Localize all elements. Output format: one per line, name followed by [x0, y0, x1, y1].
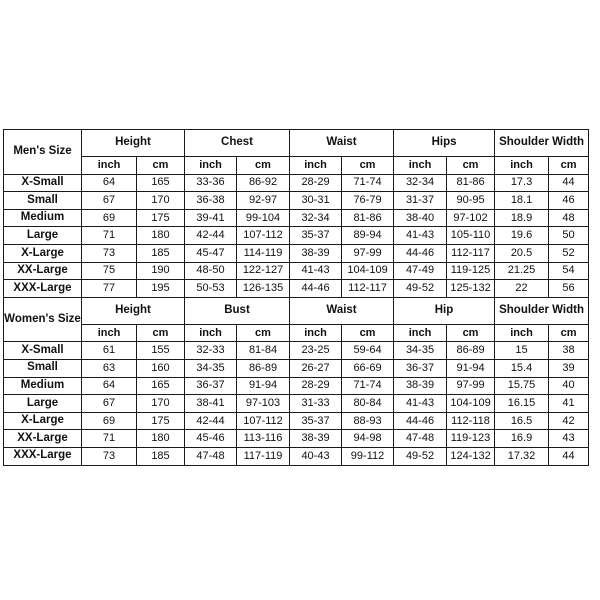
- measurement-cell: 56: [549, 280, 589, 298]
- measurement-cell: 119-123: [447, 430, 495, 448]
- measurement-cell: 64: [82, 377, 137, 395]
- measurement-cell: 59-64: [342, 342, 394, 360]
- measurement-cell: 61: [82, 342, 137, 360]
- measurement-cell: 43: [549, 430, 589, 448]
- measurement-cell: 124-132: [447, 447, 495, 465]
- table-row: [4, 377, 589, 395]
- measurement-cell: 125-132: [447, 280, 495, 298]
- men-measure-heading: Shoulder Width: [495, 130, 589, 157]
- size-name-cell: XX-Large: [4, 262, 82, 280]
- measurement-cell: 35-37: [290, 412, 342, 430]
- measurement-cell: 36-38: [185, 192, 237, 210]
- unit-inch-heading: inch: [185, 324, 237, 342]
- unit-cm-heading: cm: [237, 157, 290, 175]
- measurement-cell: 47-49: [394, 262, 447, 280]
- measurement-cell: 31-33: [290, 395, 342, 413]
- unit-cm-heading: cm: [342, 324, 394, 342]
- measurement-cell: 40: [549, 377, 589, 395]
- unit-inch-heading: inch: [394, 157, 447, 175]
- measurement-cell: 66-69: [342, 359, 394, 377]
- measurement-cell: 38-39: [290, 430, 342, 448]
- table-row: [4, 395, 589, 413]
- unit-cm-heading: cm: [447, 324, 495, 342]
- table-row: [4, 192, 589, 210]
- table-row: [4, 430, 589, 448]
- size-name-cell: Small: [4, 192, 82, 210]
- unit-cm-heading: cm: [137, 157, 185, 175]
- size-name-cell: X-Small: [4, 174, 82, 192]
- measurement-cell: 19.6: [495, 227, 549, 245]
- measurement-cell: 31-37: [394, 192, 447, 210]
- measurement-cell: 16.9: [495, 430, 549, 448]
- size-name-cell: Large: [4, 395, 82, 413]
- measurement-cell: 16.15: [495, 395, 549, 413]
- measurement-cell: 28-29: [290, 377, 342, 395]
- measurement-cell: 41-43: [394, 395, 447, 413]
- measurement-cell: 97-99: [447, 377, 495, 395]
- measurement-cell: 113-116: [237, 430, 290, 448]
- measurement-cell: 94-98: [342, 430, 394, 448]
- measurement-cell: 71: [82, 430, 137, 448]
- measurement-cell: 44: [549, 174, 589, 192]
- measurement-cell: 69: [82, 412, 137, 430]
- measurement-cell: 40-43: [290, 447, 342, 465]
- table-row: [4, 262, 589, 280]
- measurement-cell: 104-109: [447, 395, 495, 413]
- unit-cm-heading: cm: [342, 157, 394, 175]
- measurement-cell: 41: [549, 395, 589, 413]
- women-size-label: Women's Size: [4, 297, 82, 342]
- measurement-cell: 38-40: [394, 209, 447, 227]
- measurement-cell: 42: [549, 412, 589, 430]
- measurement-cell: 195: [137, 280, 185, 298]
- measurement-cell: 112-117: [342, 280, 394, 298]
- table-row: [4, 447, 589, 465]
- unit-inch-heading: inch: [495, 157, 549, 175]
- measurement-cell: 41-43: [394, 227, 447, 245]
- measurement-cell: 71-74: [342, 174, 394, 192]
- measurement-cell: 185: [137, 244, 185, 262]
- measurement-cell: 92-97: [237, 192, 290, 210]
- measurement-cell: 97-102: [447, 209, 495, 227]
- measurement-cell: 112-118: [447, 412, 495, 430]
- measurement-cell: 44-46: [394, 244, 447, 262]
- measurement-cell: 175: [137, 209, 185, 227]
- measurement-cell: 50: [549, 227, 589, 245]
- men-measure-heading: Chest: [185, 130, 290, 157]
- measurement-cell: 44-46: [290, 280, 342, 298]
- table-row: [4, 359, 589, 377]
- measurement-cell: 155: [137, 342, 185, 360]
- unit-inch-heading: inch: [82, 157, 137, 175]
- measurement-cell: 114-119: [237, 244, 290, 262]
- measurement-cell: 99-112: [342, 447, 394, 465]
- measurement-cell: 126-135: [237, 280, 290, 298]
- measurement-cell: 42-44: [185, 412, 237, 430]
- table-row: [4, 280, 589, 298]
- measurement-cell: 44-46: [394, 412, 447, 430]
- measurement-cell: 16.5: [495, 412, 549, 430]
- measurement-cell: 48-50: [185, 262, 237, 280]
- measurement-cell: 91-94: [447, 359, 495, 377]
- measurement-cell: 105-110: [447, 227, 495, 245]
- unit-inch-heading: inch: [495, 324, 549, 342]
- women-measure-heading: Waist: [290, 297, 394, 324]
- women-measure-heading: Bust: [185, 297, 290, 324]
- women-measure-heading: Height: [82, 297, 185, 324]
- size-name-cell: X-Large: [4, 412, 82, 430]
- measurement-cell: 41-43: [290, 262, 342, 280]
- measurement-cell: 77: [82, 280, 137, 298]
- measurement-cell: 34-35: [185, 359, 237, 377]
- measurement-cell: 18.1: [495, 192, 549, 210]
- measurement-cell: 26-27: [290, 359, 342, 377]
- measurement-cell: 15: [495, 342, 549, 360]
- size-name-cell: Medium: [4, 209, 82, 227]
- measurement-cell: 90-95: [447, 192, 495, 210]
- size-name-cell: XXX-Large: [4, 447, 82, 465]
- measurement-cell: 47-48: [394, 430, 447, 448]
- measurement-cell: 91-94: [237, 377, 290, 395]
- measurement-cell: 50-53: [185, 280, 237, 298]
- measurement-cell: 22: [495, 280, 549, 298]
- measurement-cell: 160: [137, 359, 185, 377]
- unit-cm-heading: cm: [447, 157, 495, 175]
- measurement-cell: 49-52: [394, 447, 447, 465]
- measurement-cell: 32-34: [394, 174, 447, 192]
- size-name-cell: XX-Large: [4, 430, 82, 448]
- women-header-row: [4, 297, 589, 324]
- measurement-cell: 112-117: [447, 244, 495, 262]
- size-name-cell: Medium: [4, 377, 82, 395]
- measurement-cell: 46: [549, 192, 589, 210]
- measurement-cell: 175: [137, 412, 185, 430]
- measurement-cell: 35-37: [290, 227, 342, 245]
- measurement-cell: 44: [549, 447, 589, 465]
- measurement-cell: 89-94: [342, 227, 394, 245]
- measurement-cell: 71-74: [342, 377, 394, 395]
- measurement-cell: 42-44: [185, 227, 237, 245]
- men-measure-heading: Hips: [394, 130, 495, 157]
- measurement-cell: 81-86: [447, 174, 495, 192]
- measurement-cell: 38-39: [290, 244, 342, 262]
- measurement-cell: 73: [82, 447, 137, 465]
- unit-cm-heading: cm: [237, 324, 290, 342]
- size-chart-table: [3, 129, 589, 466]
- measurement-cell: 86-89: [447, 342, 495, 360]
- measurement-cell: 52: [549, 244, 589, 262]
- table-row: [4, 174, 589, 192]
- size-name-cell: X-Small: [4, 342, 82, 360]
- measurement-cell: 48: [549, 209, 589, 227]
- measurement-cell: 36-37: [394, 359, 447, 377]
- measurement-cell: 80-84: [342, 395, 394, 413]
- table-row: [4, 412, 589, 430]
- measurement-cell: 190: [137, 262, 185, 280]
- measurement-cell: 67: [82, 192, 137, 210]
- table-row: [4, 227, 589, 245]
- measurement-cell: 86-89: [237, 359, 290, 377]
- measurement-cell: 34-35: [394, 342, 447, 360]
- measurement-cell: 73: [82, 244, 137, 262]
- unit-inch-heading: inch: [394, 324, 447, 342]
- measurement-cell: 99-104: [237, 209, 290, 227]
- measurement-cell: 170: [137, 192, 185, 210]
- measurement-cell: 97-103: [237, 395, 290, 413]
- measurement-cell: 17.32: [495, 447, 549, 465]
- measurement-cell: 36-37: [185, 377, 237, 395]
- measurement-cell: 32-33: [185, 342, 237, 360]
- measurement-cell: 107-112: [237, 412, 290, 430]
- measurement-cell: 67: [82, 395, 137, 413]
- size-name-cell: X-Large: [4, 244, 82, 262]
- measurement-cell: 47-48: [185, 447, 237, 465]
- measurement-cell: 71: [82, 227, 137, 245]
- measurement-cell: 64: [82, 174, 137, 192]
- measurement-cell: 117-119: [237, 447, 290, 465]
- measurement-cell: 185: [137, 447, 185, 465]
- measurement-cell: 32-34: [290, 209, 342, 227]
- unit-cm-heading: cm: [137, 324, 185, 342]
- men-unit-row: [4, 157, 589, 175]
- measurement-cell: 21.25: [495, 262, 549, 280]
- measurement-cell: 38: [549, 342, 589, 360]
- size-chart-body: [4, 130, 589, 466]
- measurement-cell: 54: [549, 262, 589, 280]
- women-measure-heading: Hip: [394, 297, 495, 324]
- measurement-cell: 75: [82, 262, 137, 280]
- table-row: [4, 244, 589, 262]
- measurement-cell: 17.3: [495, 174, 549, 192]
- women-unit-row: [4, 324, 589, 342]
- measurement-cell: 15.75: [495, 377, 549, 395]
- measurement-cell: 165: [137, 377, 185, 395]
- size-name-cell: Large: [4, 227, 82, 245]
- measurement-cell: 69: [82, 209, 137, 227]
- men-measure-heading: Height: [82, 130, 185, 157]
- unit-cm-heading: cm: [549, 157, 589, 175]
- measurement-cell: 18.9: [495, 209, 549, 227]
- measurement-cell: 49-52: [394, 280, 447, 298]
- unit-inch-heading: inch: [185, 157, 237, 175]
- measurement-cell: 81-86: [342, 209, 394, 227]
- size-name-cell: XXX-Large: [4, 280, 82, 298]
- measurement-cell: 20.5: [495, 244, 549, 262]
- measurement-cell: 45-46: [185, 430, 237, 448]
- measurement-cell: 39-41: [185, 209, 237, 227]
- men-measure-heading: Waist: [290, 130, 394, 157]
- size-name-cell: Small: [4, 359, 82, 377]
- measurement-cell: 180: [137, 227, 185, 245]
- measurement-cell: 170: [137, 395, 185, 413]
- men-header-row: [4, 130, 589, 157]
- table-row: [4, 342, 589, 360]
- measurement-cell: 119-125: [447, 262, 495, 280]
- measurement-cell: 15.4: [495, 359, 549, 377]
- measurement-cell: 33-36: [185, 174, 237, 192]
- measurement-cell: 38-39: [394, 377, 447, 395]
- men-size-label: Men's Size: [4, 130, 82, 175]
- measurement-cell: 122-127: [237, 262, 290, 280]
- measurement-cell: 45-47: [185, 244, 237, 262]
- unit-inch-heading: inch: [290, 324, 342, 342]
- measurement-cell: 63: [82, 359, 137, 377]
- measurement-cell: 81-84: [237, 342, 290, 360]
- measurement-cell: 107-112: [237, 227, 290, 245]
- unit-inch-heading: inch: [290, 157, 342, 175]
- measurement-cell: 23-25: [290, 342, 342, 360]
- measurement-cell: 104-109: [342, 262, 394, 280]
- measurement-cell: 97-99: [342, 244, 394, 262]
- unit-cm-heading: cm: [549, 324, 589, 342]
- measurement-cell: 180: [137, 430, 185, 448]
- measurement-cell: 28-29: [290, 174, 342, 192]
- measurement-cell: 76-79: [342, 192, 394, 210]
- unit-inch-heading: inch: [82, 324, 137, 342]
- women-measure-heading: Shoulder Width: [495, 297, 589, 324]
- measurement-cell: 86-92: [237, 174, 290, 192]
- measurement-cell: 39: [549, 359, 589, 377]
- table-row: [4, 209, 589, 227]
- measurement-cell: 165: [137, 174, 185, 192]
- measurement-cell: 30-31: [290, 192, 342, 210]
- measurement-cell: 88-93: [342, 412, 394, 430]
- measurement-cell: 38-41: [185, 395, 237, 413]
